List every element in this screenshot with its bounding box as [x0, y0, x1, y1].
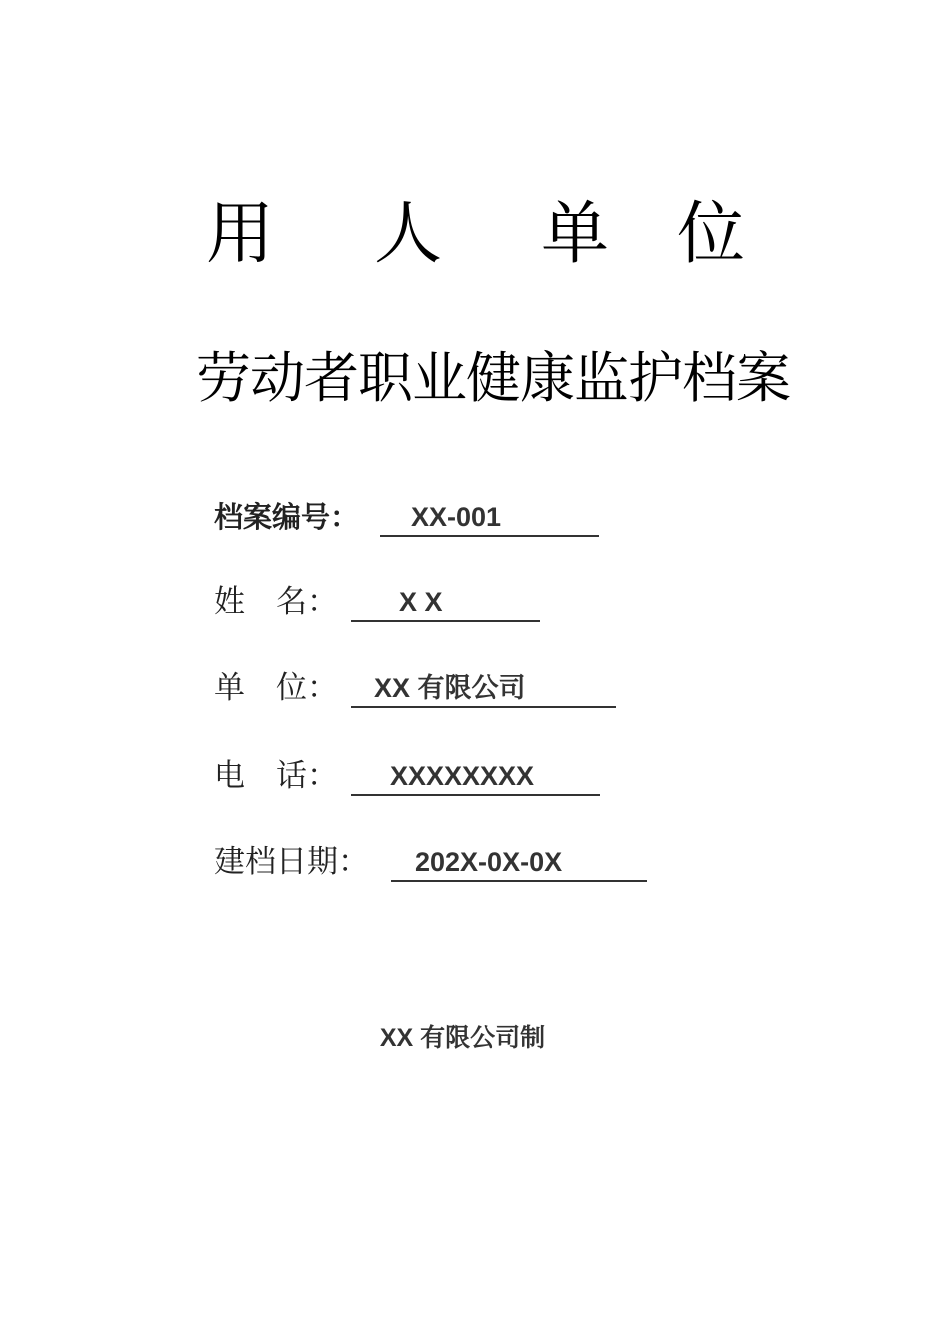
phone-value: XXXXXXXX	[390, 761, 535, 791]
unit-value: XX 有限公司	[374, 673, 526, 703]
unit-label: 单 位：	[214, 670, 338, 706]
phone-label: 电 话：	[214, 758, 338, 794]
title-char: 位	[677, 195, 746, 274]
phone-value-line	[351, 758, 600, 796]
file-number-value: XX-001	[411, 502, 502, 532]
document-subtitle: 劳动者职业健康监护档案	[196, 346, 791, 410]
name-value-line	[351, 584, 540, 622]
issuer-note: XX 有限公司制	[379, 1024, 546, 1052]
date-value: 202X-0X-0X	[415, 847, 563, 877]
file-number-value-line	[380, 499, 599, 537]
file-number-label: 档案编号：	[214, 500, 360, 534]
date-value-line	[391, 844, 647, 882]
unit-value-line	[351, 670, 616, 708]
page-title	[0, 190, 950, 280]
name-value: X X	[399, 587, 443, 617]
title-char: 单	[541, 195, 610, 274]
name-label: 姓 名：	[214, 584, 338, 620]
date-label: 建档日期：	[214, 844, 369, 880]
title-char: 人	[374, 195, 443, 274]
title-char: 用	[206, 195, 275, 274]
